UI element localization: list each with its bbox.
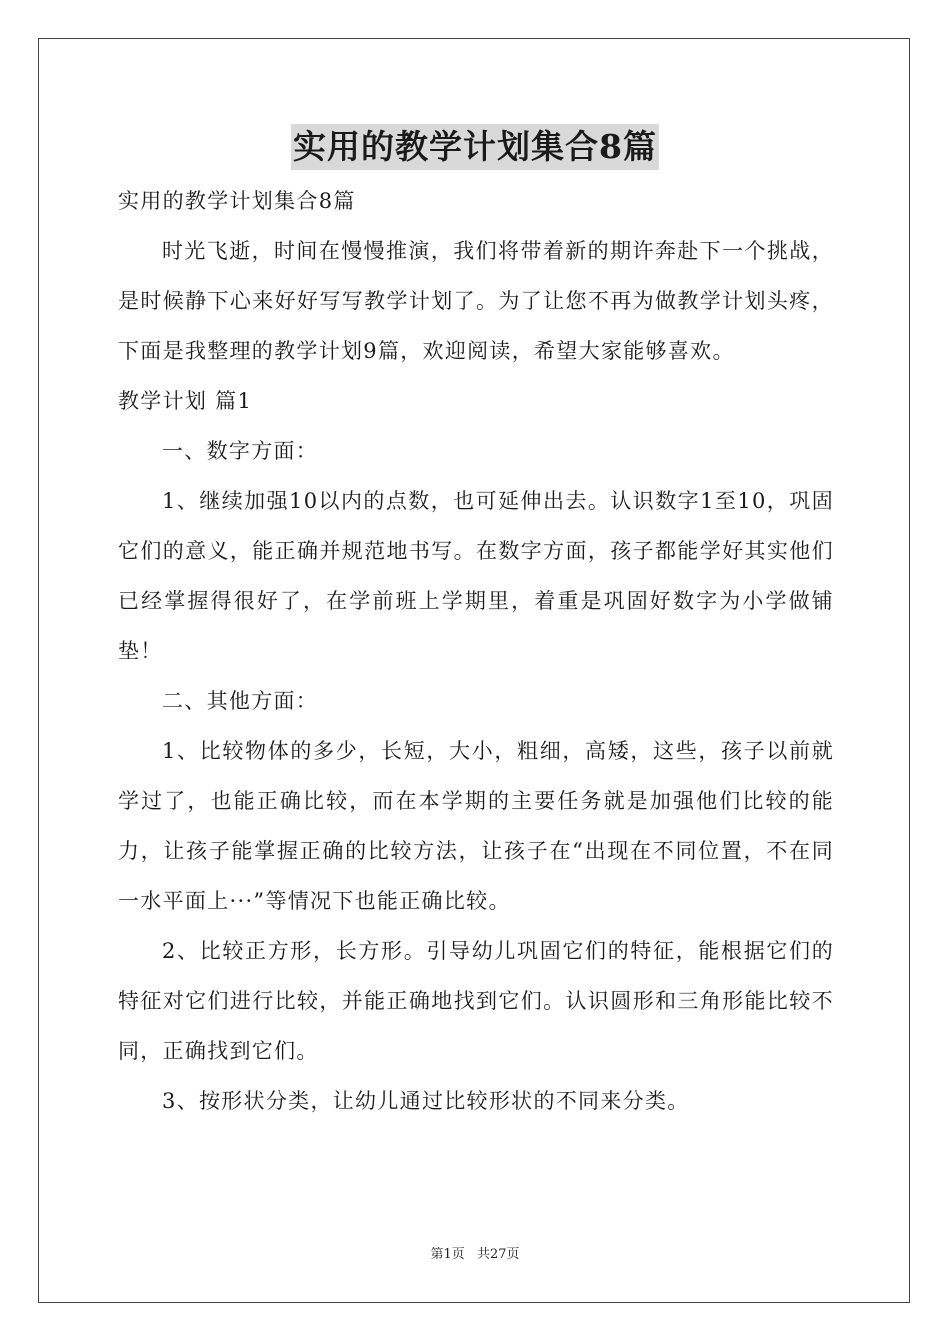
- subheading-other: 二、其他方面：: [162, 689, 319, 713]
- page-number: 第1页: [430, 1247, 465, 1262]
- document-body: [118, 176, 834, 1126]
- document-title: 实用的教学计划集合8篇: [291, 124, 659, 170]
- paragraph-subtitle: 实用的教学计划集合8篇: [118, 189, 356, 213]
- page-footer: [0, 1245, 950, 1265]
- paragraph-numbers-1: 1、继续加强10以内的点数，也可延伸出去。认识数字1至10，巩固它们的意义，能正确并规范地书写。在数字方面，孩子都能学好其实他们已经掌握得很好了，在学前班上学期里，着重是巩固好数字为小学做铺垫！: [118, 489, 834, 663]
- subheading-numbers: 一、数字方面：: [162, 439, 319, 463]
- paragraph-other-3: 3、按形状分类，让幼儿通过比较形状的不同来分类。: [162, 1089, 690, 1113]
- page-total: 共27页: [476, 1247, 520, 1262]
- section-heading: 教学计划 篇1: [118, 389, 253, 413]
- paragraph-intro: 时光飞逝，时间在慢慢推演，我们将带着新的期许奔赴下一个挑战，是时候静下心来好好写写教学计划了。为了让您不再为做教学计划头疼，下面是我整理的教学计划9篇，欢迎阅读，希望大家能够喜欢。: [118, 239, 834, 363]
- paragraph-other-1: 1、比较物体的多少，长短，大小，粗细，高矮，这些，孩子以前就学过了，也能正确比较，而在本学期的主要任务就是加强他们比较的能力，让孩子能掌握正确的比较方法，让孩子在“出现在不同位置，不在同一水平面上···”等情况下也能正确比较。: [118, 739, 834, 913]
- title-container: [0, 124, 950, 170]
- paragraph-other-2: 2、比较正方形，长方形。引导幼儿巩固它们的特征，能根据它们的特征对它们进行比较，并能正确地找到它们。认识圆形和三角形能比较不同，正确找到它们。: [118, 939, 834, 1063]
